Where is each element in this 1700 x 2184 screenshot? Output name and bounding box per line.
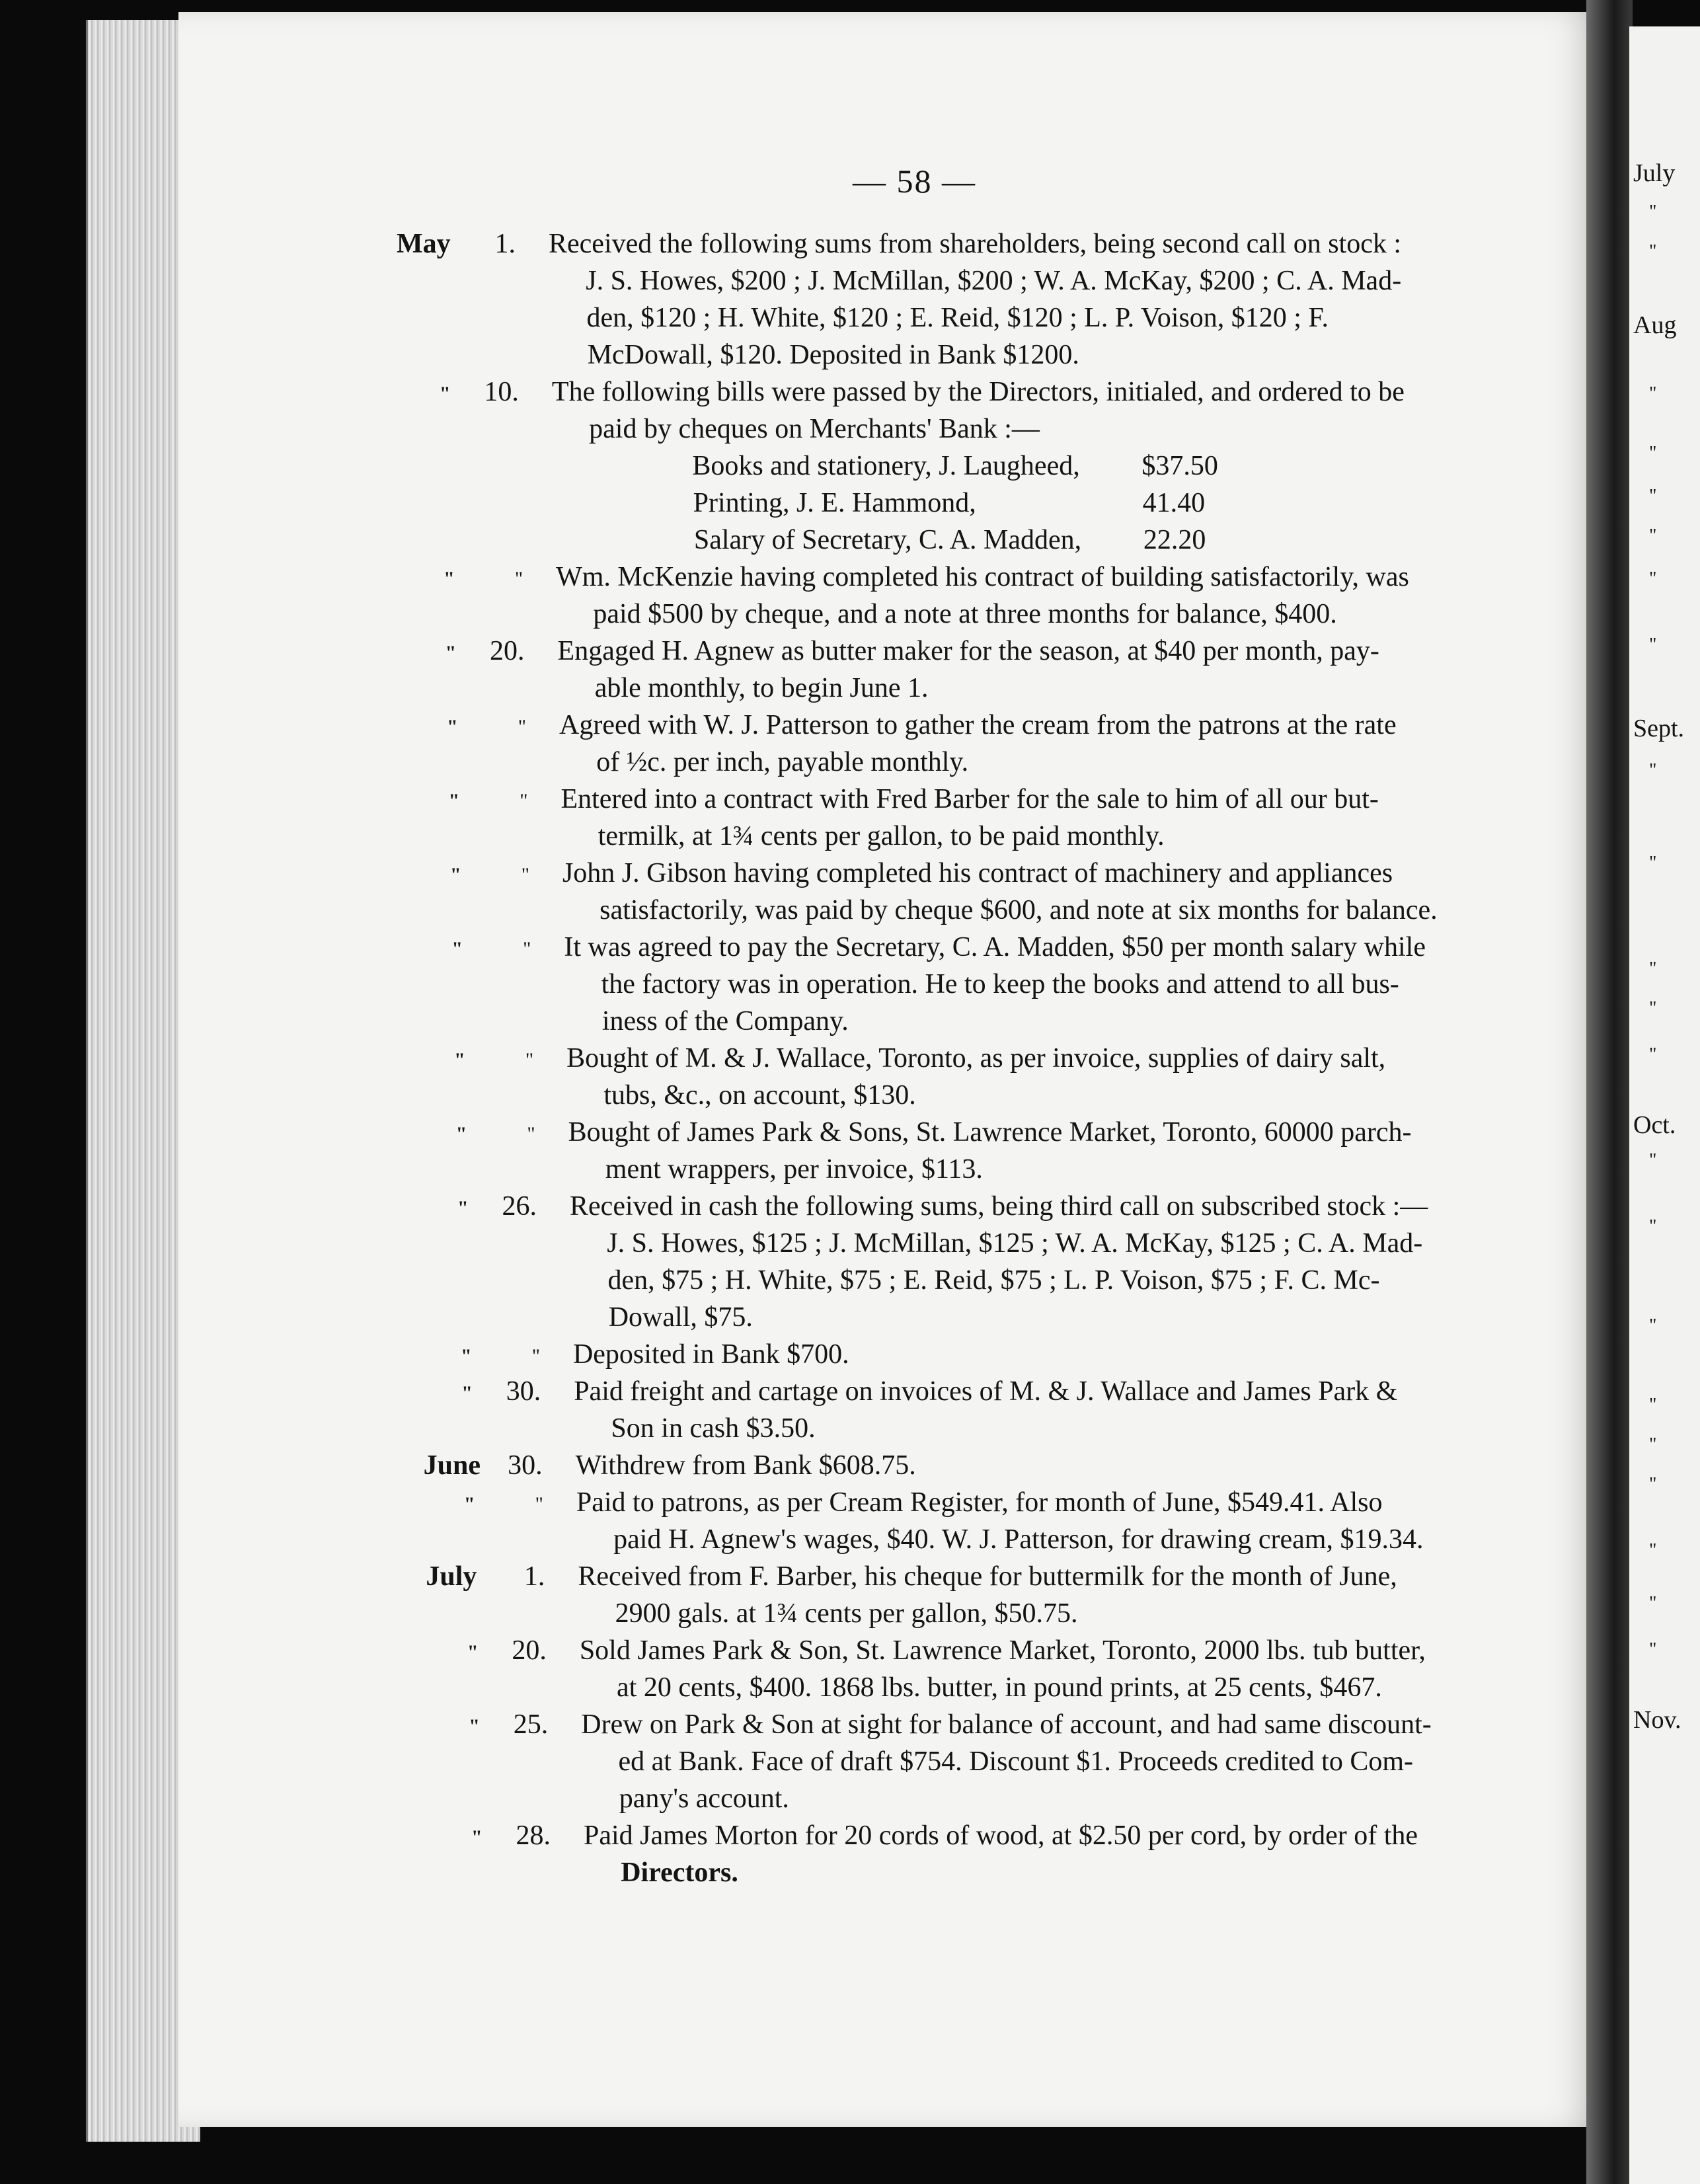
entry-day: 26. (502, 1191, 537, 1222)
entry-day: " (531, 1345, 540, 1367)
entry-text-line: Entered into a contract with Fred Barber for the sale to him of all our but- (560, 784, 1379, 814)
entry-month: " (467, 1641, 479, 1663)
entry-text-line: Received from F. Barber, his cheque for buttermilk for the month of June, (578, 1561, 1397, 1592)
entry-month: " (461, 1382, 473, 1404)
next-page-month-label: Oct. (1633, 1111, 1676, 1139)
next-page-month-label: " (1649, 760, 1657, 781)
entry-text-line: of ½c. per inch, payable monthly. (596, 747, 969, 777)
entry-month: " (451, 938, 463, 960)
entry-text-line: Bought of M. & J. Wallace, Toronto, as per invoice, supplies of dairy salt, (566, 1043, 1386, 1073)
entry-month: " (449, 864, 461, 886)
bill-item: Salary of Secretary, C. A. Madden, (693, 525, 1082, 555)
entry-month: " (455, 1123, 467, 1145)
bill-item: Books and stationery, J. Laugheed, (692, 451, 1080, 481)
entry-text-line: iness of the Company. (601, 1006, 849, 1036)
entry-month: " (469, 1715, 480, 1737)
entry-month: " (460, 1345, 472, 1367)
entry-text-line: Paid James Morton for 20 cords of wood, at $2.50 per cord, by order of the (583, 1820, 1418, 1851)
next-page-month-label: " (1649, 241, 1657, 262)
entry-text-line: Bought of James Park & Sons, St. Lawrence Market, Toronto, 60000 parch- (568, 1117, 1412, 1148)
entry-text-line: termilk, at 1¾ cents per gallon, to be paid monthly. (598, 821, 1165, 851)
entry-text-line: satisfactorily, was paid by cheque $600, and note at six months for balance. (599, 895, 1438, 925)
entry-day: " (535, 1493, 543, 1515)
next-page-month-label: " (1649, 1434, 1657, 1455)
entry-text-line: tubs, &c., on account, $130. (603, 1080, 916, 1111)
entry-day: " (523, 938, 531, 960)
entry-day: 20. (490, 636, 525, 666)
entry-text-line: Paid to patrons, as per Cream Register, for month of June, $549.41. Also (576, 1487, 1383, 1518)
entry-text-line: paid H. Agnew's wages, $40. W. J. Patterson, for drawing cream, $19.34. (613, 1524, 1424, 1555)
entry-text-line: 2900 gals. at 1¾ cents per gallon, $50.75. (615, 1598, 1078, 1629)
entry-text-line: The following bills were passed by the Directors, initialed, and ordered to be (551, 377, 1405, 407)
next-page-month-label: " (1649, 1216, 1657, 1237)
entry-text-line: Received in cash the following sums, being third call on subscribed stock :— (570, 1191, 1428, 1222)
entry-month: " (457, 1197, 469, 1219)
entry-month: May (397, 229, 451, 259)
entry-day: 20. (512, 1635, 547, 1666)
entry-day: 10. (484, 377, 519, 407)
entry-day: 30. (506, 1376, 541, 1407)
entry-text-line: Wm. McKenzie having completed his contract of building satisfactorily, was (556, 562, 1409, 592)
entry-text-line: den, $75 ; H. White, $75 ; E. Reid, $75 ; L. P. Voison, $75 ; F. C. Mc- (607, 1265, 1380, 1296)
entry-day: " (521, 864, 529, 886)
entry-text-line: Paid freight and cartage on invoices of M. & J. Wallace and James Park & (574, 1376, 1398, 1407)
entry-day: " (525, 1049, 534, 1071)
next-page-month-label: " (1649, 853, 1657, 873)
entry-day: 1. (494, 229, 516, 259)
next-page-month-label: " (1649, 202, 1657, 222)
entry-day: " (520, 790, 528, 812)
entry-day: " (527, 1123, 535, 1145)
next-page-month-label: " (1649, 1639, 1657, 1660)
next-page-month-label: " (1649, 443, 1657, 463)
bill-amount: 41.40 (1142, 488, 1206, 518)
entry-month: " (463, 1493, 475, 1515)
entry-month: July (426, 1561, 477, 1592)
entry-month: " (448, 790, 460, 812)
next-page-month-label: Sept. (1633, 715, 1685, 742)
next-page-month-label: " (1649, 1044, 1657, 1065)
entry-text-line: Withdrew from Bank $608.75. (575, 1450, 916, 1481)
next-page-month-label: " (1649, 486, 1657, 506)
next-page-month-label: Nov. (1633, 1706, 1681, 1734)
entry-day: " (518, 716, 527, 738)
entry-month: " (444, 568, 455, 590)
next-page-month-label: July (1633, 159, 1676, 187)
next-page-month-label: " (1649, 958, 1657, 979)
next-page-month-label: " (1649, 1474, 1657, 1495)
next-page-month-label: " (1649, 1395, 1657, 1415)
entry-text-line: den, $120 ; H. White, $120 ; E. Reid, $120 ; L. P. Voison, $120 ; F. (586, 303, 1329, 333)
entry-text-line: the factory was in operation. He to keep the books and attend to all bus- (601, 969, 1399, 999)
book-gutter (1586, 0, 1633, 2184)
entry-day: 25. (513, 1709, 549, 1740)
next-page-month-label: " (1649, 1150, 1657, 1171)
entry-text-line: at 20 cents, $400. 1868 lbs. butter, in pound prints, at 25 cents, $467. (617, 1672, 1382, 1703)
entry-text-line: McDowall, $120. Deposited in Bank $1200. (587, 340, 1079, 370)
bill-amount: $37.50 (1141, 451, 1218, 481)
entry-text-line: It was agreed to pay the Secretary, C. A. Madden, $50 per month salary while (564, 932, 1426, 962)
entry-day: 30. (508, 1450, 543, 1481)
bill-amount: 22.20 (1143, 525, 1206, 555)
entry-text-line: Dowall, $75. (608, 1302, 753, 1333)
entry-month: " (447, 716, 458, 738)
entry-day: 1. (523, 1561, 545, 1592)
entry-month: " (439, 383, 451, 405)
entry-day: " (514, 568, 523, 590)
entry-text-line: ment wrappers, per invoice, $113. (605, 1154, 983, 1185)
entry-text-line: paid by cheques on Merchants' Bank :— (589, 414, 1040, 444)
next-page-month-label: " (1649, 526, 1657, 546)
entry-month: " (454, 1049, 465, 1071)
bill-item: Printing, J. E. Hammond, (693, 488, 976, 518)
entry-month: June (423, 1450, 481, 1481)
entry-text-line: pany's account. (619, 1783, 789, 1814)
next-page-margin (1629, 26, 1700, 2184)
next-page-month-label: " (1649, 998, 1657, 1019)
entry-text-line: John J. Gibson having completed his contract of machinery and appliances (562, 858, 1393, 888)
entry-text-line: paid $500 by cheque, and a note at three months for balance, $400. (593, 599, 1337, 629)
entry-text-line: Engaged H. Agnew as butter maker for the season, at $40 per month, pay- (557, 636, 1379, 666)
entry-text-line: Agreed with W. J. Patterson to gather the cream from the patrons at the rate (559, 710, 1397, 740)
next-page-month-label: " (1649, 568, 1657, 589)
entry-month: " (471, 1826, 483, 1848)
entry-text-line: Son in cash $3.50. (611, 1413, 816, 1444)
next-page-month-label: Aug (1633, 311, 1677, 339)
entry-text-line: ed at Bank. Face of draft $754. Discount $1. Proceeds credited to Com- (618, 1746, 1414, 1777)
entry-text-line: Drew on Park & Son at sight for balance of account, and had same discount- (581, 1709, 1432, 1740)
next-page-month-label: " (1649, 1315, 1657, 1336)
entry-text-line: Received the following sums from shareholders, being second call on stock : (549, 229, 1402, 259)
entry-text-line: able monthly, to begin June 1. (594, 673, 929, 703)
entry-text-line: J. S. Howes, $125 ; J. McMillan, $125 ; W. A. McKay, $125 ; C. A. Mad- (607, 1228, 1423, 1259)
entry-text-line: Directors. (621, 1857, 738, 1888)
entry-text-line: J. S. Howes, $200 ; J. McMillan, $200 ; W. A. McKay, $200 ; C. A. Mad- (586, 266, 1402, 296)
next-page-month-label: " (1649, 383, 1657, 404)
page-number: — 58 — (853, 163, 976, 200)
next-page-month-label: " (1649, 1593, 1657, 1614)
entry-text-line: Sold James Park & Son, St. Lawrence Market, Toronto, 2000 lbs. tub butter, (579, 1635, 1426, 1666)
entry-day: 28. (516, 1820, 551, 1851)
entry-text-line: Deposited in Bank $700. (572, 1339, 849, 1370)
entry-month: " (445, 642, 457, 664)
next-page-month-label: " (1649, 635, 1657, 655)
next-page-month-label: " (1649, 1540, 1657, 1561)
